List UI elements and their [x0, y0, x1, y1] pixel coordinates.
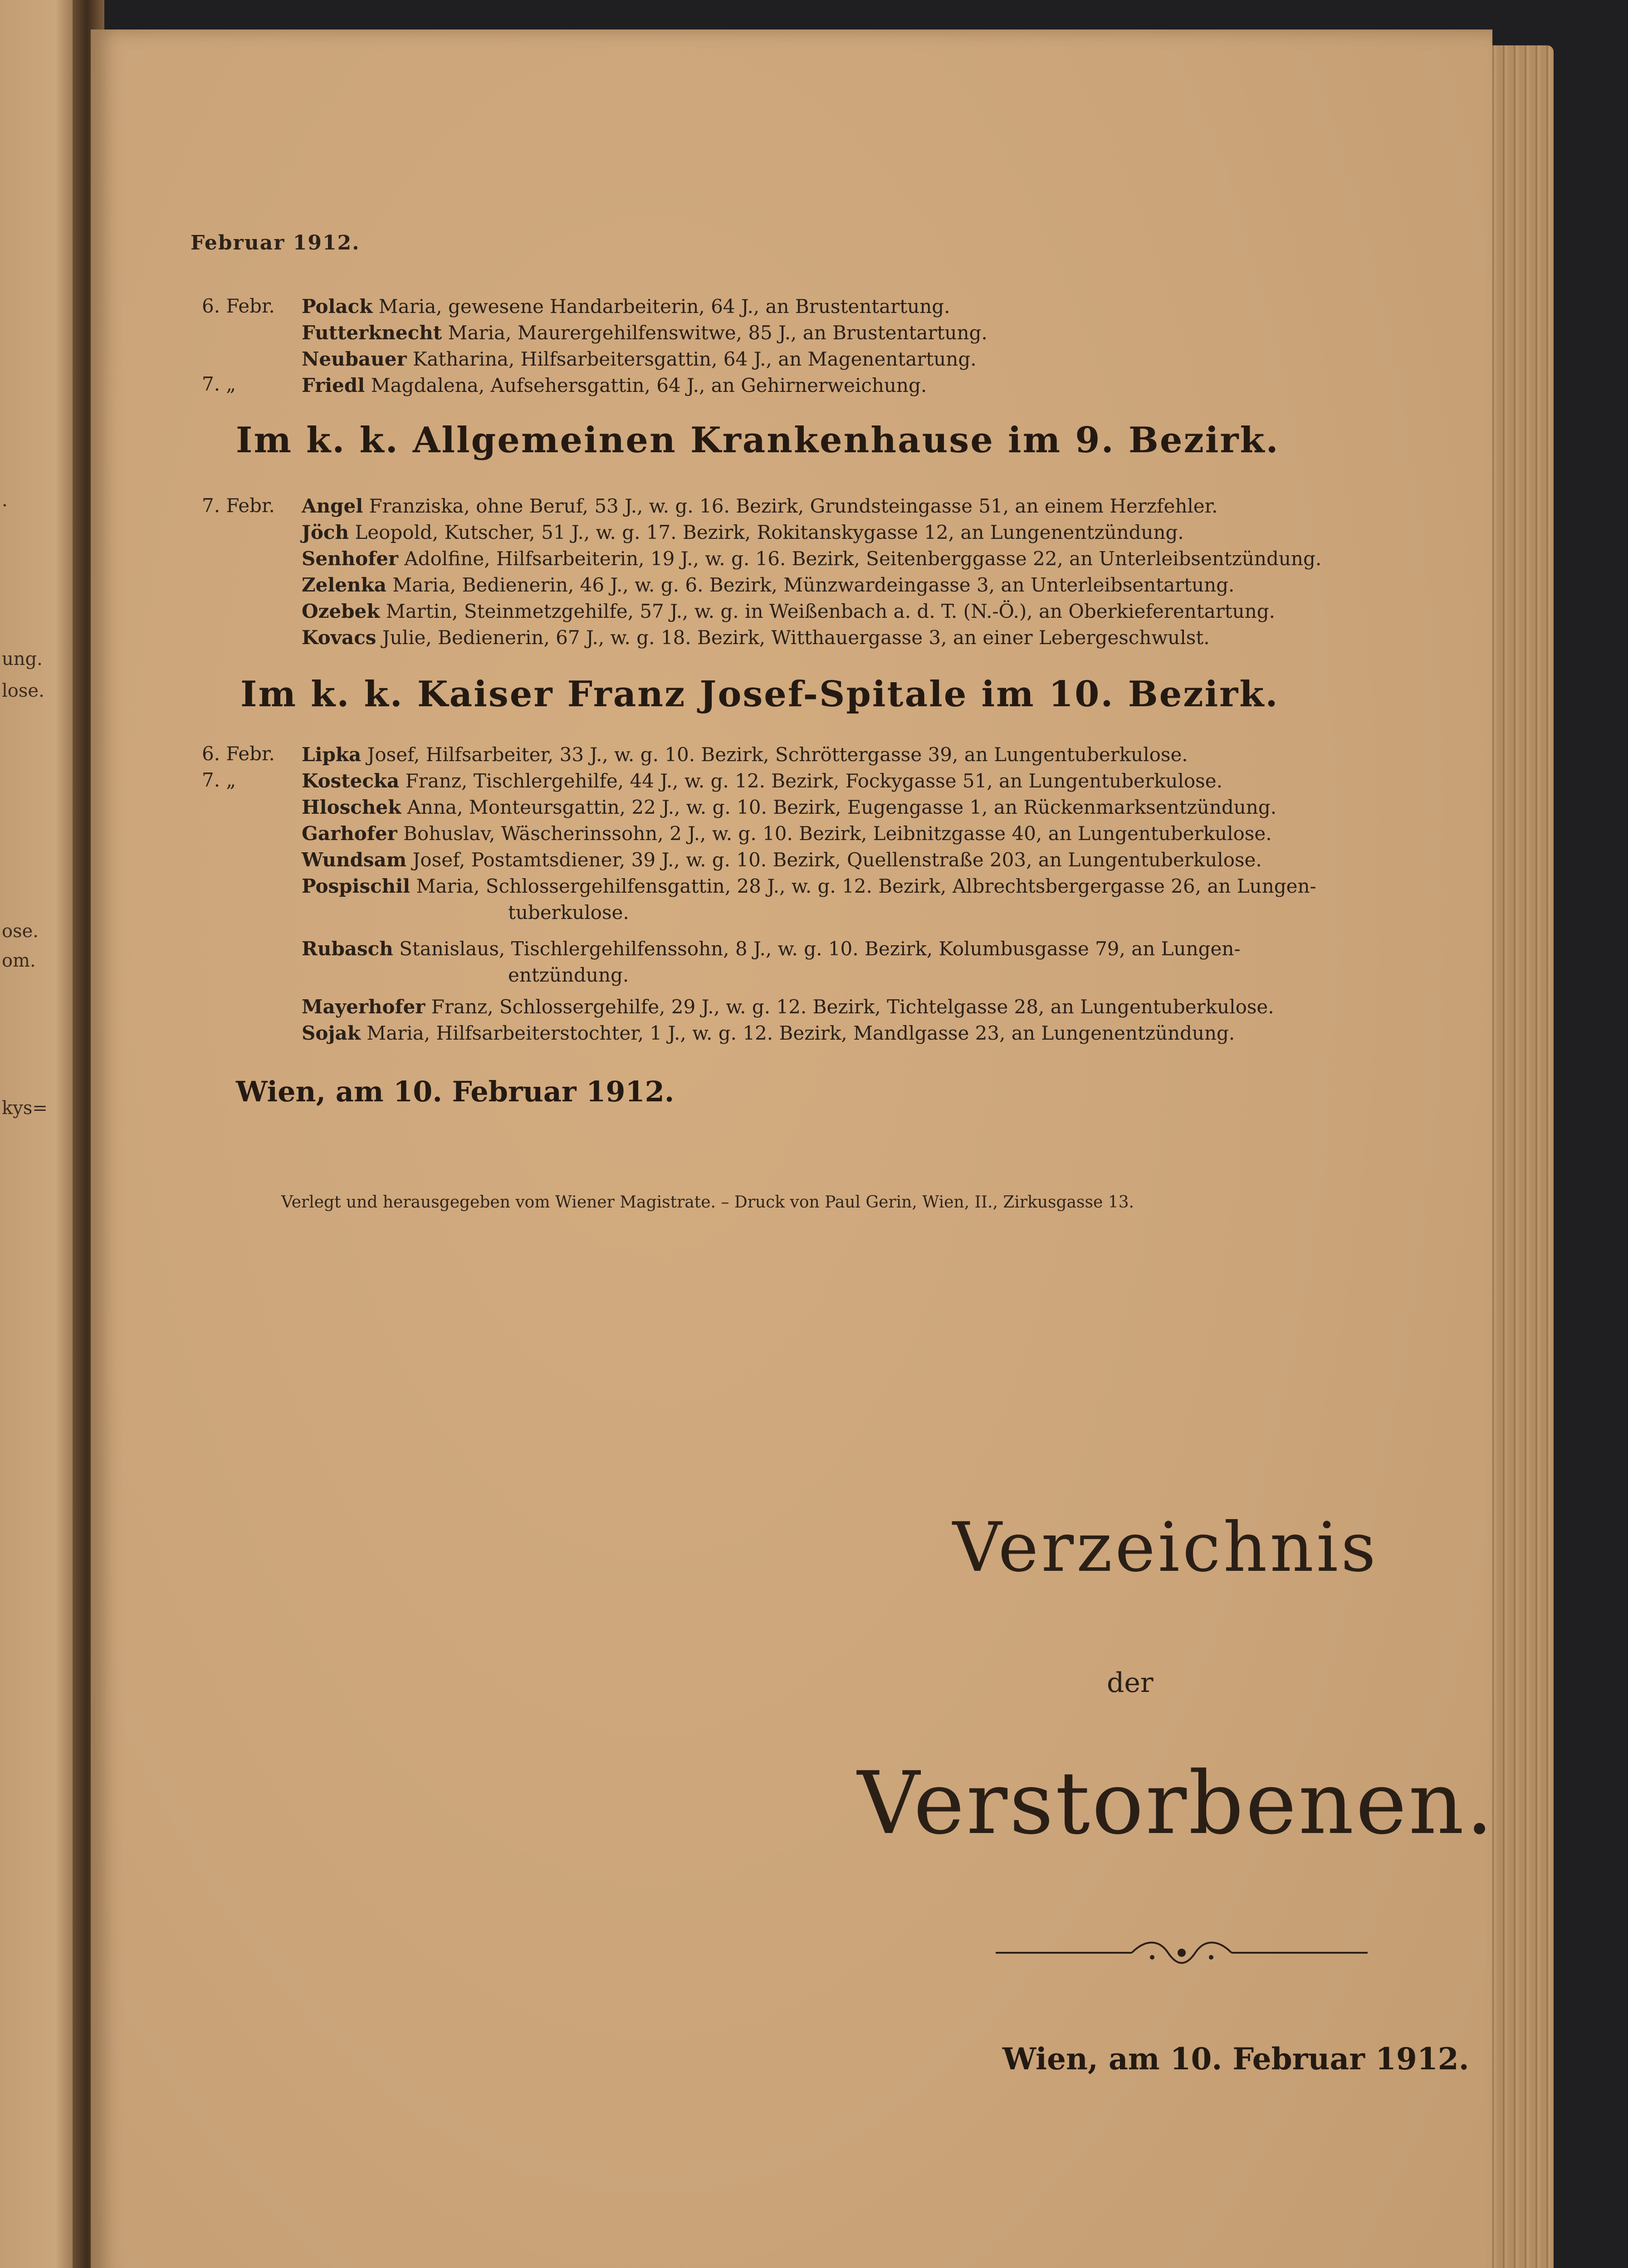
list-item	[302, 572, 1234, 598]
list-item	[302, 742, 1188, 768]
running-head: Februar 1912.	[191, 231, 360, 254]
entry-text: Magdalena, Aufsehersgattin, 64 J., an Gehirnerweichung.	[371, 374, 927, 396]
entry-text: Katharina, Hilfsarbeitersgattin, 64 J., an Magenentartung.	[412, 348, 977, 370]
list-item	[302, 768, 1222, 794]
entry-text: Stanislaus, Tischlergehilfenssohn, 8 J., w. g. 10. Bezirk, Kolumbusgasse 79, an Lungen-	[399, 938, 1241, 960]
entry-text: Bohuslav, Wäscherinssohn, 2 J., w. g. 10. Bezirk, Leibnitzgasse 40, an Lungentuberkulose.	[403, 822, 1272, 845]
entry-text: Maria, Bedienerin, 46 J., w. g. 6. Bezirk, Münzwardeingasse 3, an Unterleibsentartung.	[392, 574, 1235, 596]
entry-name: Lipka	[302, 743, 362, 766]
list-item	[302, 598, 1275, 625]
entry-text: Josef, Postamtsdiener, 39 J., w. g. 10. Bezirk, Quellenstraße 203, an Lungentuberkulose.	[412, 849, 1262, 871]
ornament-rule	[996, 1932, 1368, 1973]
entry-text: Martin, Steinmetzgehilfe, 57 J., w. g. in Weißenbach a. d. T. (N.-Ö.), an Oberkieferentartung.	[386, 600, 1275, 622]
entry-continuation: entzündung.	[508, 964, 629, 986]
entry-text: Maria, gewesene Handarbeiterin, 64 J., an Brustentartung.	[378, 295, 950, 318]
left-fragment: lose.	[2, 680, 44, 701]
entry-text: Adolfine, Hilfsarbeiterin, 19 J., w. g. 16. Bezirk, Seitenberggasse 22, an Unterleibsentzündung.	[404, 547, 1322, 570]
entry-name: Kovacs	[302, 626, 376, 649]
entry-text: Anna, Monteursgattin, 22 J., w. g. 10. Bezirk, Eugengasse 1, an Rückenmarksentzündung.	[407, 796, 1277, 818]
entry-date: 7. „	[202, 769, 236, 791]
list-item	[302, 320, 988, 346]
entry-continuation: tuberkulose.	[508, 901, 629, 924]
left-fragment: .	[2, 490, 8, 511]
entry-date: 7. „	[202, 373, 236, 395]
left-page-remnant	[0, 0, 79, 2268]
closing-date: Wien, am 10. Februar 1912.	[236, 1075, 675, 1108]
entry-name: Rubasch	[302, 938, 393, 960]
list-item	[302, 493, 1217, 519]
entry-name: Mayerhofer	[302, 996, 425, 1018]
entry-name: Friedl	[302, 374, 365, 396]
entry-name: Jöch	[302, 521, 349, 543]
document-page	[91, 29, 1495, 2268]
section-heading: Im k. k. Kaiser Franz Josef-Spitale im 10. Bezirk.	[240, 674, 1279, 715]
list-item	[302, 346, 977, 372]
entry-date: 6. Febr.	[202, 295, 275, 317]
entry-name: Garhofer	[302, 822, 397, 845]
list-item	[302, 519, 1184, 546]
left-fragment: om.	[2, 950, 36, 971]
list-item	[302, 847, 1262, 873]
list-item	[302, 873, 1316, 899]
entry-name: Zelenka	[302, 574, 386, 596]
list-item	[302, 994, 1274, 1020]
entry-text: Maria, Maurergehilfenswitwe, 85 J., an Brustentartung.	[448, 322, 988, 344]
entry-name: Sojak	[302, 1022, 361, 1044]
footer-date: Wien, am 10. Februar 1912.	[1002, 2041, 1469, 2077]
list-item	[302, 293, 950, 320]
imprint-line: Verlegt und herausgegeben vom Wiener Magistrate. – Druck von Paul Gerin, Wien, II., Zirkusgasse 13.	[281, 1193, 1134, 1212]
section-heading: Im k. k. Allgemeinen Krankenhause im 9. Bezirk.	[236, 420, 1280, 461]
list-item	[302, 936, 1241, 962]
left-fragment: ose.	[2, 921, 39, 942]
title-line-3: Verstorbenen.	[857, 1753, 1495, 1853]
title-line-2: der	[1107, 1667, 1154, 1699]
title-line-1: Verzeichnis	[953, 1508, 1379, 1587]
entry-name: Polack	[302, 295, 373, 318]
entry-date: 6. Febr.	[202, 743, 275, 765]
entry-text: Franziska, ohne Beruf, 53 J., w. g. 16. Bezirk, Grundsteingasse 51, an einem Herzfehler.	[369, 495, 1218, 517]
entry-date: 7. Febr.	[202, 494, 275, 517]
list-item	[302, 372, 927, 399]
entry-name: Hloschek	[302, 796, 401, 818]
list-item	[302, 794, 1276, 821]
entry-name: Kostecka	[302, 770, 400, 792]
entry-name: Pospischil	[302, 875, 411, 897]
entry-text: Leopold, Kutscher, 51 J., w. g. 17. Bezirk, Rokitanskygasse 12, an Lungenentzündung.	[355, 521, 1184, 543]
list-item	[302, 821, 1272, 847]
entry-text: Franz, Schlossergehilfe, 29 J., w. g. 12. Bezirk, Tichtelgasse 28, an Lungentuberkulose.	[431, 996, 1274, 1018]
list-item	[302, 1020, 1235, 1046]
entry-name: Ozebek	[302, 600, 380, 622]
entry-name: Futterknecht	[302, 322, 442, 344]
entry-text: Josef, Hilfsarbeiter, 33 J., w. g. 10. Bezirk, Schröttergasse 39, an Lungentuberkulose.	[367, 743, 1188, 766]
left-fragment: kys=	[2, 1098, 48, 1119]
list-item	[302, 625, 1210, 651]
entry-text: Julie, Bedienerin, 67 J., w. g. 18. Bezirk, Witthauergasse 3, an einer Lebergeschwulst.	[382, 626, 1210, 649]
list-item	[302, 546, 1321, 572]
entry-name: Wundsam	[302, 849, 407, 871]
left-fragment: ung.	[2, 649, 43, 670]
entry-text: Maria, Hilfsarbeiterstochter, 1 J., w. g. 12. Bezirk, Mandlgasse 23, an Lungenentzündung.	[367, 1022, 1235, 1044]
entry-text: Franz, Tischlergehilfe, 44 J., w. g. 12. Bezirk, Fockygasse 51, an Lungentuberkulose.	[405, 770, 1222, 792]
entry-name: Neubauer	[302, 348, 407, 370]
entry-name: Angel	[302, 495, 363, 517]
entry-name: Senhofer	[302, 547, 399, 570]
entry-text: Maria, Schlossergehilfensgattin, 28 J., w. g. 12. Bezirk, Albrechtsbergergasse 26, an Lungen-	[416, 875, 1316, 897]
